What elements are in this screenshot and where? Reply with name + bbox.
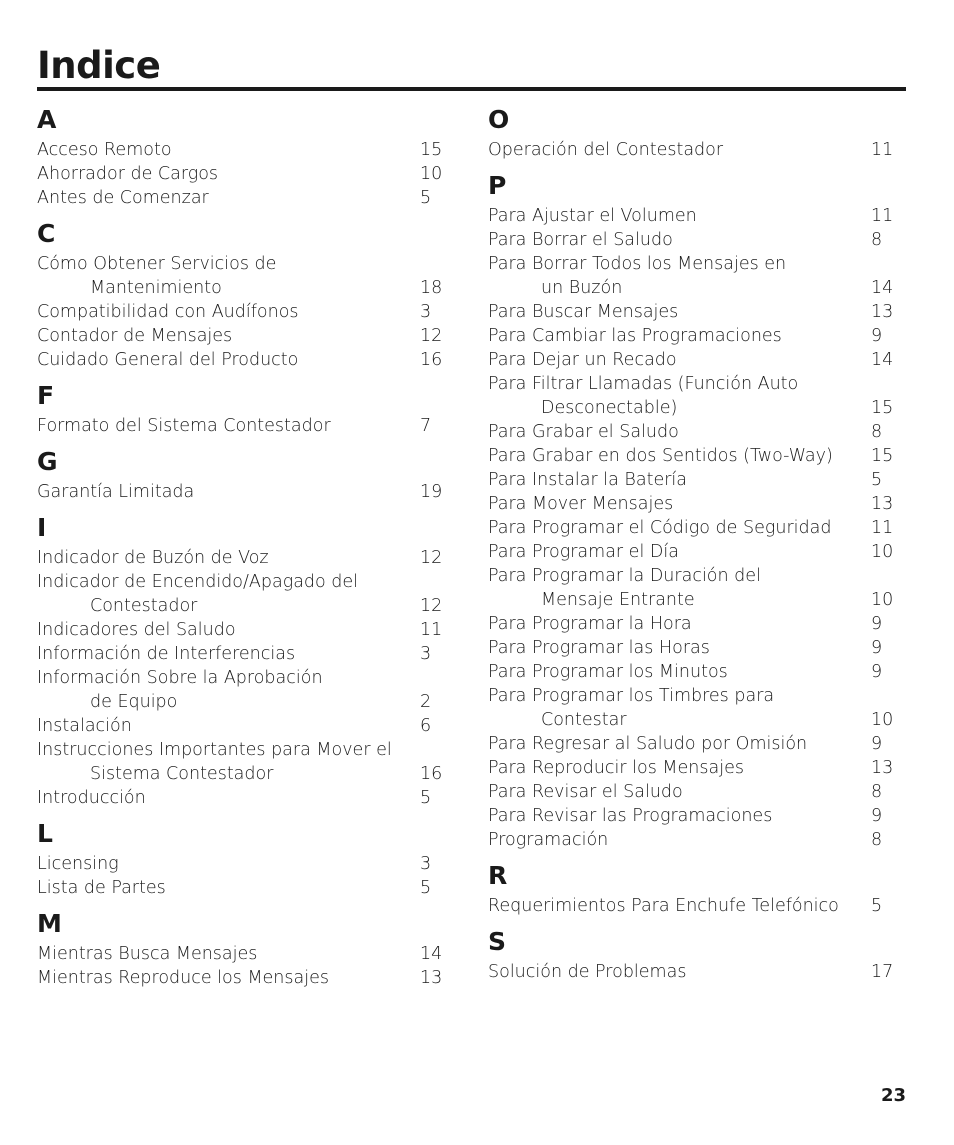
index-entry — [37, 618, 442, 642]
index-entry — [37, 300, 442, 324]
index-entry — [488, 252, 893, 300]
entry-text: Programación — [488, 830, 609, 850]
section-letter: A — [37, 105, 57, 134]
entry-page-number: 15 — [420, 140, 443, 160]
section-letter: M — [37, 909, 62, 938]
index-entry-list — [37, 138, 442, 210]
index-entry — [37, 642, 442, 666]
entry-text: Mientras Busca Mensajes — [37, 944, 258, 964]
entry-text: Cómo Obtener Servicios de — [37, 254, 277, 274]
section-letter: C — [37, 219, 56, 248]
index-entry — [37, 252, 442, 300]
entry-text: Formato del Sistema Contestador — [37, 416, 331, 436]
index-entry — [488, 960, 893, 984]
entry-page-number: 12 — [420, 326, 443, 346]
entry-page-number: 3 — [420, 302, 432, 322]
index-entry — [488, 540, 893, 564]
entry-page-number: 12 — [420, 596, 443, 616]
index-entry — [37, 324, 442, 348]
entry-page-number: 11 — [420, 620, 443, 640]
index-entry — [37, 546, 442, 570]
entry-text: Indicador de Encendido/Apagado del — [37, 572, 359, 592]
entry-text: Para Borrar Todos los Mensajes en — [488, 254, 787, 274]
entry-text-continued: Mantenimiento — [90, 278, 222, 298]
entry-page-number: 8 — [871, 422, 883, 442]
index-entry — [37, 480, 442, 504]
entry-text: Para Dejar un Recado — [488, 350, 677, 370]
entry-text: Información de Interferencias — [37, 644, 296, 664]
index-entry — [37, 852, 442, 876]
entry-page-number: 3 — [420, 644, 432, 664]
entry-text: Para Programar las Horas — [488, 638, 710, 658]
entry-page-number: 7 — [420, 416, 432, 436]
entry-text: Información Sobre la Aprobación — [37, 668, 323, 688]
index-entry — [37, 714, 442, 738]
entry-text: Solución de Problemas — [488, 962, 687, 982]
entry-text: Antes de Comenzar — [37, 188, 209, 208]
section-letter: O — [488, 105, 510, 134]
entry-text: Garantía Limitada — [37, 482, 195, 502]
index-entry-list — [37, 852, 442, 900]
entry-page-number: 11 — [871, 518, 894, 538]
entry-page-number: 5 — [420, 788, 432, 808]
entry-text: Para Programar la Hora — [488, 614, 692, 634]
entry-page-number: 13 — [871, 302, 894, 322]
page-number: 23 — [880, 1085, 906, 1106]
entry-text: Instrucciones Importantes para Mover el — [37, 740, 392, 760]
entry-page-number: 12 — [420, 548, 443, 568]
index-entry-list — [488, 138, 893, 162]
entry-text: Para Programar los Timbres para — [488, 686, 775, 706]
index-entry-list — [37, 252, 442, 372]
entry-text: Compatibilidad con Audífonos — [37, 302, 299, 322]
entry-page-number: 13 — [420, 968, 443, 988]
entry-text: Para Revisar el Saludo — [488, 782, 683, 802]
index-entry — [37, 786, 442, 810]
entry-page-number: 9 — [871, 326, 883, 346]
entry-text: Para Grabar en dos Sentidos (Two-Way) — [488, 446, 833, 466]
entry-text: Para Filtrar Llamadas (Función Auto — [488, 374, 799, 394]
entry-text: Introducción — [37, 788, 146, 808]
entry-text: Ahorrador de Cargos — [37, 164, 219, 184]
index-entry — [37, 666, 442, 714]
index-entry — [488, 420, 893, 444]
entry-text: Para Programar la Duración del — [488, 566, 761, 586]
entry-page-number: 5 — [420, 878, 432, 898]
entry-text: Para Reproducir los Mensajes — [488, 758, 744, 778]
index-column-right — [488, 98, 893, 990]
entry-page-number: 9 — [871, 662, 883, 682]
entry-text: Para Borrar el Saludo — [488, 230, 673, 250]
entry-text: Para Programar el Día — [488, 542, 679, 562]
entry-page-number: 9 — [871, 806, 883, 826]
index-entry — [37, 138, 442, 162]
index-entry-list — [37, 414, 442, 438]
entry-text: Licensing — [37, 854, 119, 874]
entry-page-number: 14 — [420, 944, 443, 964]
entry-text-continued: Sistema Contestador — [90, 764, 274, 784]
index-entry — [488, 636, 893, 660]
entry-page-number: 9 — [871, 614, 883, 634]
index-entry — [488, 492, 893, 516]
index-entry — [37, 738, 442, 786]
entry-text: Instalación — [37, 716, 132, 736]
index-entry — [488, 300, 893, 324]
entry-text: Indicadores del Saludo — [37, 620, 236, 640]
index-entry — [37, 966, 442, 990]
entry-page-number: 3 — [420, 854, 432, 874]
entry-text: Para Instalar la Batería — [488, 470, 688, 490]
index-entry-list — [37, 480, 442, 504]
entry-page-number: 8 — [871, 782, 883, 802]
index-entry — [488, 612, 893, 636]
section-letter: S — [488, 927, 507, 956]
entry-text: Para Regresar al Saludo por Omisión — [488, 734, 808, 754]
entry-page-number: 5 — [871, 470, 883, 490]
entry-text: Para Grabar el Saludo — [488, 422, 679, 442]
index-entry-list — [488, 960, 893, 984]
index-entry — [488, 444, 893, 468]
section-letter: R — [488, 861, 508, 890]
index-entry — [488, 516, 893, 540]
entry-page-number: 13 — [871, 758, 894, 778]
entry-page-number: 14 — [871, 350, 894, 370]
index-entry — [488, 372, 893, 420]
index-entry — [488, 468, 893, 492]
entry-text: Para Cambiar las Programaciones — [488, 326, 782, 346]
entry-page-number: 10 — [420, 164, 443, 184]
entry-page-number: 16 — [420, 350, 443, 370]
index-entry — [488, 138, 893, 162]
entry-text-continued: Contestador — [90, 596, 198, 616]
entry-text: Lista de Partes — [37, 878, 166, 898]
entry-page-number: 11 — [871, 140, 894, 160]
entry-page-number: 15 — [871, 398, 894, 418]
entry-page-number: 16 — [420, 764, 443, 784]
entry-text-continued: Desconectable) — [541, 398, 678, 418]
title-rule — [37, 87, 906, 91]
entry-text: Para Buscar Mensajes — [488, 302, 679, 322]
entry-text-continued: Contestar — [541, 710, 627, 730]
entry-page-number: 10 — [871, 542, 894, 562]
entry-page-number: 6 — [420, 716, 432, 736]
entry-page-number: 11 — [871, 206, 894, 226]
index-entry — [37, 942, 442, 966]
index-entry — [37, 186, 442, 210]
entry-page-number: 13 — [871, 494, 894, 514]
entry-text-continued: de Equipo — [90, 692, 178, 712]
entry-page-number: 9 — [871, 734, 883, 754]
index-entry — [37, 876, 442, 900]
index-entry-list — [37, 942, 442, 990]
entry-page-number: 8 — [871, 230, 883, 250]
entry-text: Mientras Reproduce los Mensajes — [37, 968, 329, 988]
entry-text: Operación del Contestador — [488, 140, 724, 160]
index-entry-list — [37, 546, 442, 810]
entry-page-number: 14 — [871, 278, 894, 298]
entry-page-number: 17 — [871, 962, 894, 982]
section-letter: I — [37, 513, 47, 542]
entry-page-number: 10 — [871, 590, 894, 610]
entry-page-number: 9 — [871, 638, 883, 658]
entry-page-number: 18 — [420, 278, 443, 298]
section-letter: L — [37, 819, 53, 848]
entry-text: Para Programar los Minutos — [488, 662, 728, 682]
index-entry — [488, 204, 893, 228]
index-entry-list — [488, 204, 893, 852]
index-entry — [488, 228, 893, 252]
index-entry — [488, 894, 893, 918]
entry-text: Contador de Mensajes — [37, 326, 233, 346]
index-entry — [488, 828, 893, 852]
entry-page-number: 8 — [871, 830, 883, 850]
entry-text: Para Programar el Código de Seguridad — [488, 518, 832, 538]
page-title: Indice — [37, 44, 161, 87]
entry-text-continued: Mensaje Entrante — [541, 590, 695, 610]
section-letter: G — [37, 447, 58, 476]
index-entry — [488, 732, 893, 756]
index-entry — [37, 162, 442, 186]
index-entry — [37, 570, 442, 618]
index-entry — [488, 780, 893, 804]
entry-text-continued: un Buzón — [541, 278, 623, 298]
index-entry — [488, 660, 893, 684]
index-entry — [488, 324, 893, 348]
entry-text: Cuidado General del Producto — [37, 350, 299, 370]
index-entry — [488, 756, 893, 780]
section-letter: F — [37, 381, 55, 410]
index-entry — [488, 564, 893, 612]
entry-page-number: 15 — [871, 446, 894, 466]
index-entry — [488, 684, 893, 732]
entry-text: Indicador de Buzón de Voz — [37, 548, 269, 568]
entry-page-number: 5 — [871, 896, 883, 916]
entry-text: Acceso Remoto — [37, 140, 172, 160]
index-entry-list — [488, 894, 893, 918]
index-entry — [37, 414, 442, 438]
index-entry — [488, 348, 893, 372]
index-entry — [488, 804, 893, 828]
entry-page-number: 19 — [420, 482, 443, 502]
entry-text: Para Revisar las Programaciones — [488, 806, 773, 826]
entry-page-number: 10 — [871, 710, 894, 730]
entry-text: Requerimientos Para Enchufe Telefónico — [488, 896, 839, 916]
entry-text: Para Mover Mensajes — [488, 494, 674, 514]
entry-page-number: 2 — [420, 692, 432, 712]
index-entry — [37, 348, 442, 372]
index-column-left — [37, 98, 442, 996]
entry-text: Para Ajustar el Volumen — [488, 206, 697, 226]
entry-page-number: 5 — [420, 188, 432, 208]
section-letter: P — [488, 171, 507, 200]
